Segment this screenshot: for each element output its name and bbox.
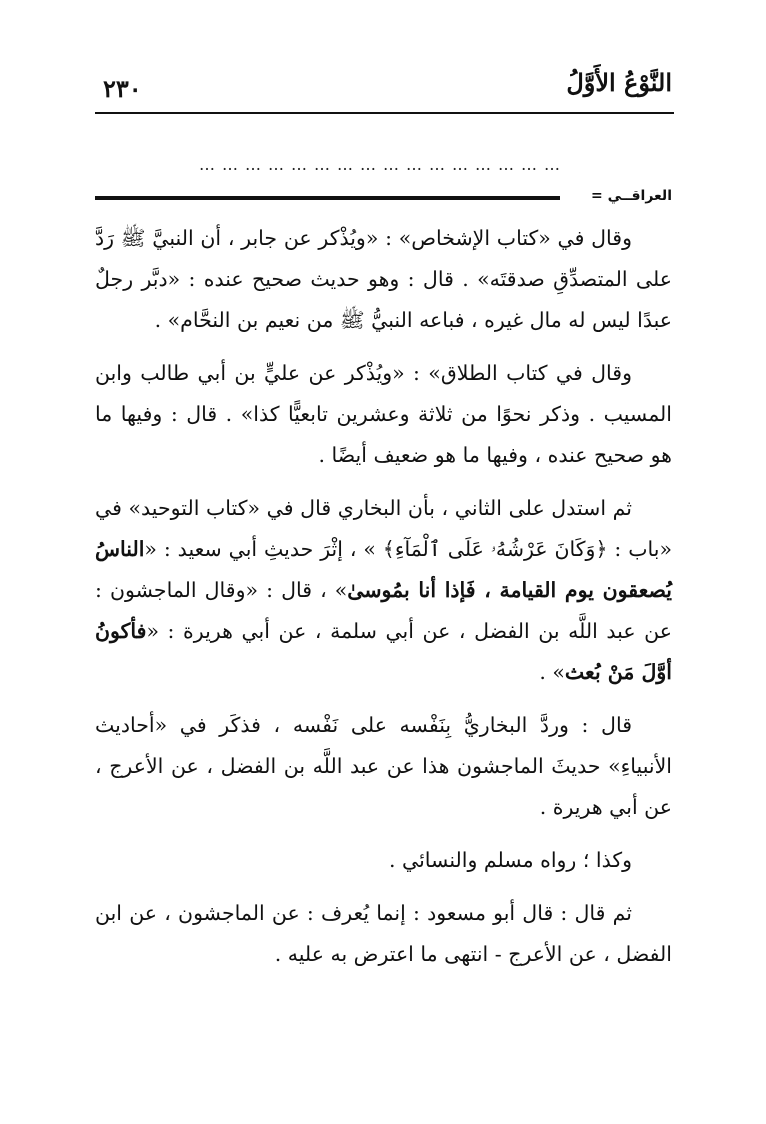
commentator-label: العراقــي =	[591, 188, 672, 204]
paragraph-5: وكذا ؛ رواه مسلم والنسائي .	[388, 848, 632, 872]
commentator-row	[95, 188, 672, 212]
paragraph-3-text-c: » ، قال : «وقال الماجشون : عن عبد اللَّه بن الفضل ، عن أبي سلمة ، عن أبي هريرة : «	[95, 578, 672, 643]
page-header	[95, 60, 674, 108]
page-number: ٢٣٠	[103, 74, 142, 103]
dotted-separator: …………………………………………	[199, 155, 567, 174]
paragraph-1: وقال في «كتاب الإشخاص» : «ويُذْكر عن جابر ، أن النبيَّ ﷺ رَدَّ على المتصدِّقِ صدقتَه» . قال : وهو حديث صحيح عنده : «دبَّر رجلٌ عبدًا ليس له مال غيره ، فباعه النبيُّ ﷺ من نعيم بن النحَّام» .	[95, 226, 672, 332]
paragraph-6: ثم قال : قال أبو مسعود : إنما يُعرف : عن الماجشون ، عن ابن الفضل ، عن الأعرج - انتهى ما اعترض به عليه .	[95, 901, 672, 966]
main-text	[95, 218, 672, 987]
running-title: النَّوْعُ الأَوَّلُ	[566, 68, 672, 97]
commentator-rule	[95, 196, 560, 200]
paragraph-3-bold-quote-1: الناسُ يُصعقون يوم القيامة ، فَإذا أنا بمُوسىٰ	[95, 537, 672, 602]
paragraph-3-text-a: ثم استدل على الثاني ، بأن البخاري قال في «كتاب التوحيد» في «باب : ﴿وَكَانَ عَرْشُهُۥ عَلَى ٱلْمَآءِ﴾ » ، إثْرَ حديثِ أبي سعيد : «	[95, 496, 672, 561]
paragraph-3-text-e: » .	[539, 660, 565, 684]
paragraph-3	[95, 488, 672, 693]
paragraph-2: وقال في كتاب الطلاق» : «ويُذْكر عن عليٍّ بن أبي طالب وابن المسيب . وذكر نحوًا من ثلاثة وعشرين تابعيًّا كذا» . قال : وفيها ما هو صحيح عنده ، وفيها ما هو ضعيف أيضًا .	[95, 361, 672, 467]
paragraph-4: قال : وردَّ البخاريُّ بِنَفْسه على نَفْسه ، فذكَر في «أحاديث الأنبياءِ» حديثَ الماجشون هذا عن عبد اللَّه بن الفضل ، عن الأعرج ، عن أبي هريرة .	[95, 713, 672, 819]
paragraph-3-bold-quote-2: فأكونُ أوَّلَ مَنْ بُعث	[95, 619, 672, 684]
header-rule	[95, 112, 674, 114]
